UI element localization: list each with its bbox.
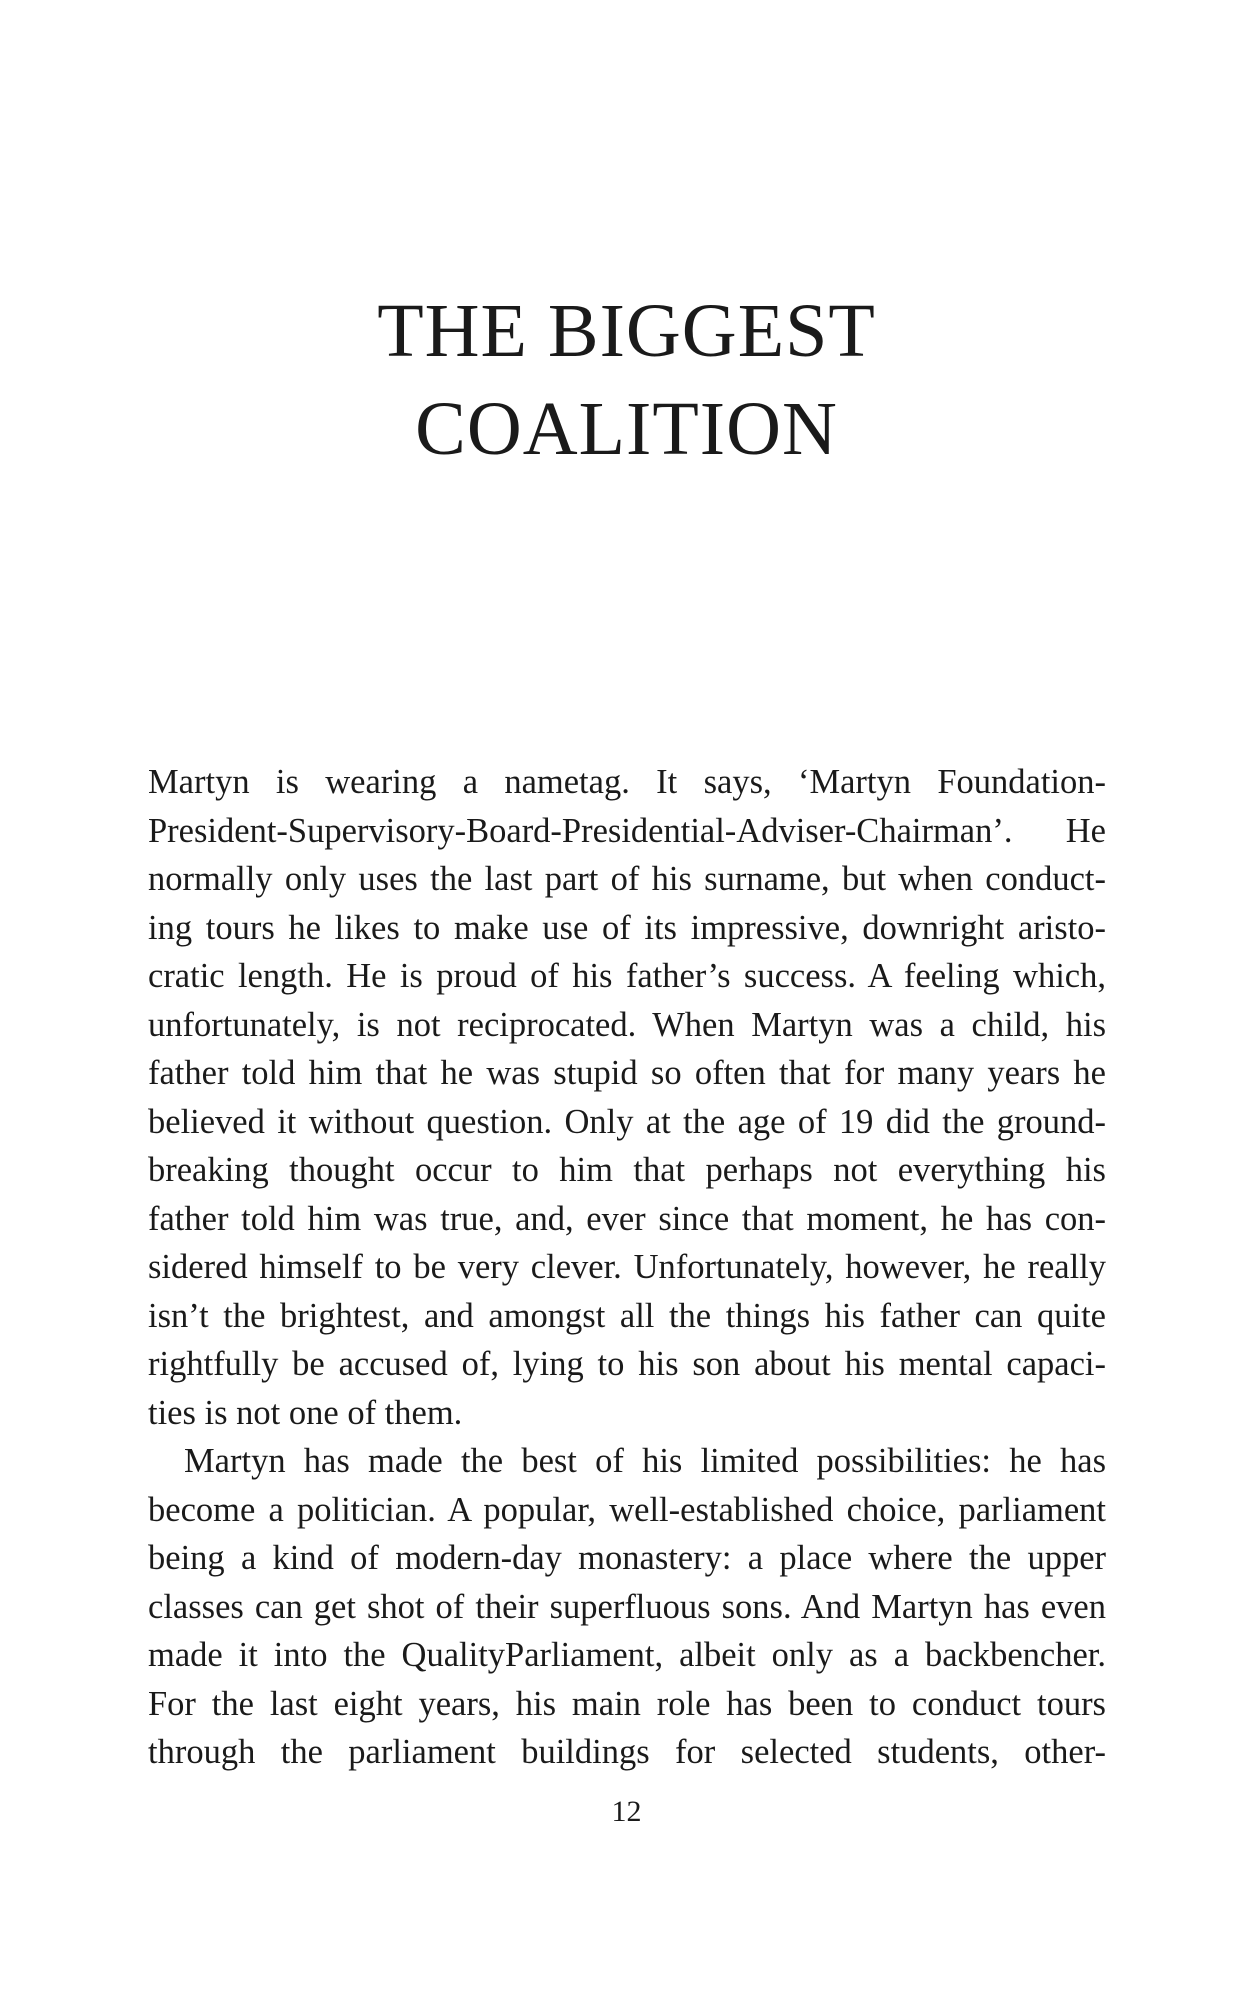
paragraph-2 [148,1437,1106,1777]
text-line: through the parliament buildings for selected students, other- [148,1733,1106,1771]
page-number: 12 [611,1795,642,1828]
body-text [148,758,1106,1777]
text-line: For the last eight years, his main role has been to conduct tours [148,1684,1106,1723]
text-line: breaking thought occur to him that perhaps not everything his [148,1151,1106,1189]
text-line: believed it without question. Only at the age of 19 did the ground- [148,1102,1106,1141]
text-line: President-Supervisory-Board-Presidential-Adviser-Chairman’. He [148,811,1106,850]
text-line: father told him was true, and, ever since that moment, he has con- [148,1199,1106,1238]
text-line: rightfully be accused of, lying to his son about his mental capaci- [148,1345,1106,1383]
text-line: normally only uses the last part of his surname, but when conduct- [148,860,1106,898]
text-line: Martyn has made the best of his limited possibilities: he has [184,1442,1106,1480]
text-line: classes can get shot of their superfluous sons. And Martyn has even [148,1587,1106,1626]
chapter-title-line-2: COALITION [415,387,838,471]
text-line: being a kind of modern-day monastery: a place where the upper [148,1539,1106,1577]
chapter-title-line-1: THE BIGGEST [377,289,876,373]
text-line: ties is not one of them. [148,1393,463,1432]
chapter-title [0,282,1253,478]
text-line: isn’t the brightest, and amongst all the things his father can quite [148,1296,1106,1335]
text-line: cratic length. He is proud of his father’s success. A feeling which, [148,957,1106,995]
text-line: unfortunately, is not reciprocated. When Martyn was a child, his [148,1005,1106,1044]
text-line: sidered himself to be very clever. Unfortunately, however, he really [148,1248,1106,1286]
paragraph-1 [148,758,1106,1437]
text-line: ing tours he likes to make use of its impressive, downright aristo- [148,908,1106,947]
text-line: become a politician. A popular, well-established choice, parliament [148,1490,1106,1529]
text-line: Martyn is wearing a nametag. It says, ‘Martyn Foundation- [148,763,1106,801]
text-line: father told him that he was stupid so often that for many years he [148,1054,1106,1092]
text-line: made it into the QualityParliament, albeit only as a backbencher. [148,1636,1106,1674]
